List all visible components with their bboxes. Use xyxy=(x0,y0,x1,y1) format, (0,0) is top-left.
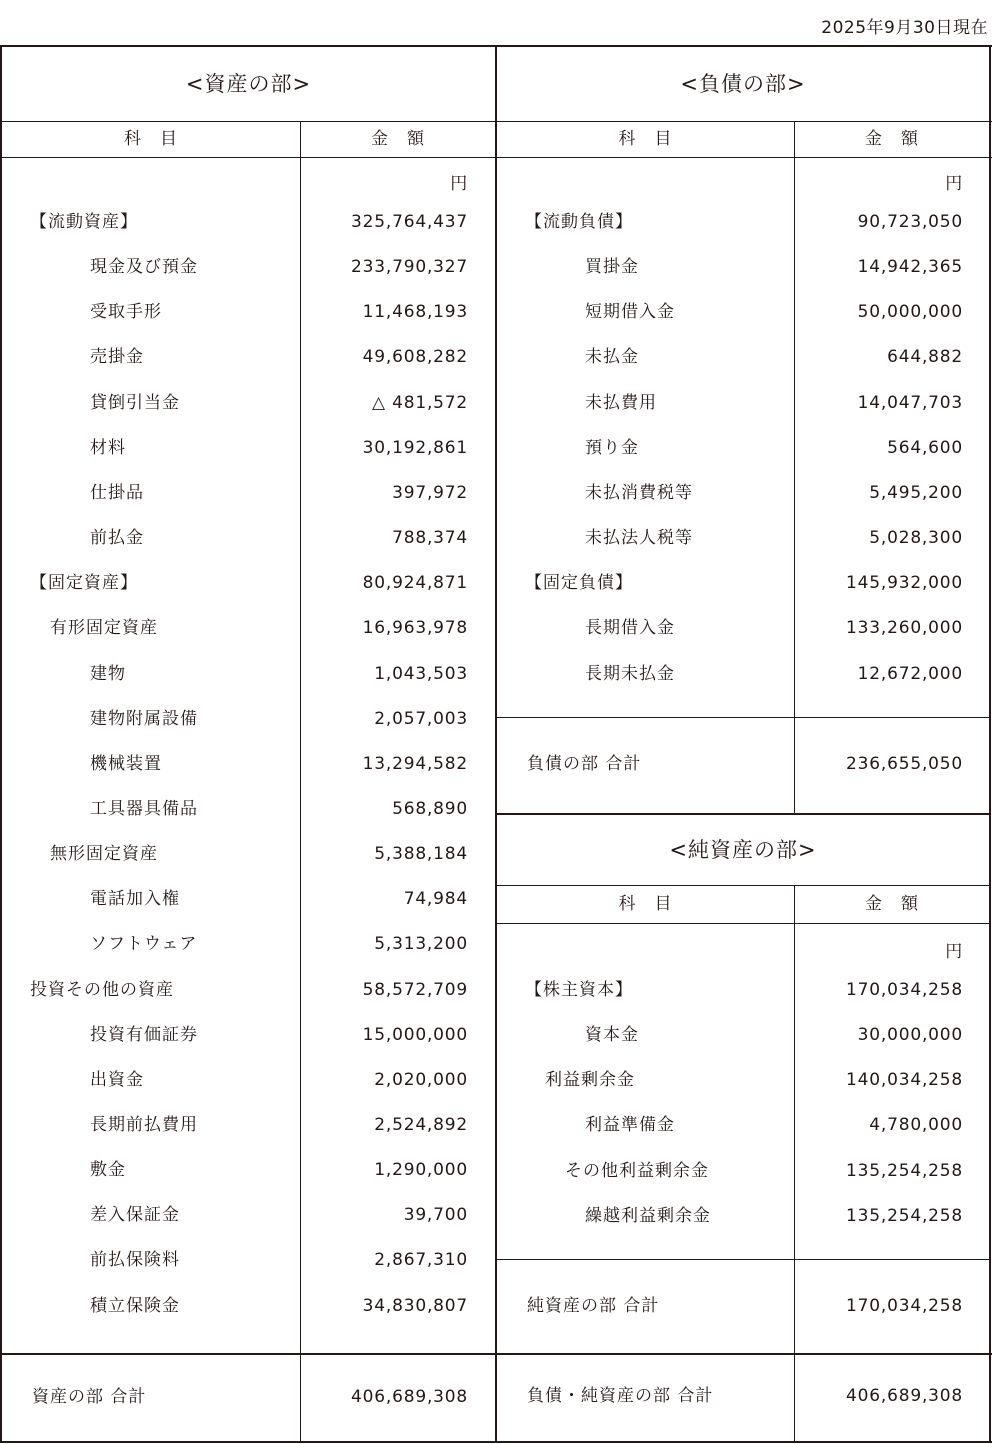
row-label: 建物附属設備 xyxy=(90,708,198,729)
row-label: 未払法人税等 xyxy=(585,528,693,549)
row-label: 【固定負債】 xyxy=(525,573,633,594)
row-label: 【株主資本】 xyxy=(525,980,633,1000)
row-amount: 14,942,365 xyxy=(857,257,963,278)
liabilities-total-label: 負債の部 合計 xyxy=(527,754,642,774)
grand-total-top-rule xyxy=(0,1353,992,1355)
row-label: 現金及び預金 xyxy=(90,257,198,278)
row-amount: 140,034,258 xyxy=(846,1070,963,1091)
border-right xyxy=(989,45,991,1443)
row-label: 買掛金 xyxy=(585,257,639,278)
row-label: 工具器具備品 xyxy=(90,798,198,819)
net-amount-header: 金 額 xyxy=(865,894,919,914)
row-amount: 2,020,000 xyxy=(374,1069,468,1090)
assets-total-label: 資産の部 合計 xyxy=(32,1387,147,1407)
row-label: 【流動負債】 xyxy=(525,212,633,232)
net-amount-column-divider xyxy=(794,885,795,1441)
assets-total-amount: 406,689,308 xyxy=(351,1387,468,1407)
liab-net-total-label: 負債・純資産の部 合計 xyxy=(527,1386,714,1406)
row-label: 資本金 xyxy=(585,1025,639,1046)
row-amount: 4,780,000 xyxy=(869,1115,963,1136)
row-label: その他利益剰余金 xyxy=(565,1160,709,1181)
row-amount: 30,000,000 xyxy=(857,1025,963,1046)
row-label: 投資その他の資産 xyxy=(30,979,174,1000)
row-label: 出資金 xyxy=(90,1069,144,1090)
row-label: 長期借入金 xyxy=(585,618,675,639)
row-label: 利益剰余金 xyxy=(545,1070,635,1091)
row-amount: 135,254,258 xyxy=(846,1205,963,1226)
row-amount: 2,057,003 xyxy=(374,708,468,729)
row-amount: 170,034,258 xyxy=(846,980,963,1000)
row-amount: 5,313,200 xyxy=(374,934,468,955)
row-amount: 15,000,000 xyxy=(362,1024,468,1045)
row-amount: 80,924,871 xyxy=(362,573,468,594)
row-amount: 564,600 xyxy=(887,437,963,458)
row-amount: 39,700 xyxy=(403,1205,468,1226)
assets-amount-header: 金 額 xyxy=(371,129,425,149)
net-column-header-rule xyxy=(496,923,991,924)
row-label: 建物 xyxy=(90,663,126,684)
section-header-rule xyxy=(0,121,992,122)
row-label: 未払費用 xyxy=(585,392,657,413)
row-label: 繰越利益剰余金 xyxy=(585,1205,711,1226)
net-subject-header: 科 目 xyxy=(618,894,673,914)
row-amount: 135,254,258 xyxy=(846,1160,963,1181)
liabilities-total-amount: 236,655,050 xyxy=(846,754,963,774)
center-divider xyxy=(495,45,497,1443)
row-amount: 145,932,000 xyxy=(846,573,963,594)
row-label: 【固定資産】 xyxy=(30,573,138,594)
net-assets-total-label: 純資産の部 合計 xyxy=(527,1296,660,1316)
row-label: 仕掛品 xyxy=(90,482,144,503)
row-amount: 5,028,300 xyxy=(869,528,963,549)
row-amount: 568,890 xyxy=(392,798,468,819)
row-label: 未払消費税等 xyxy=(585,482,693,503)
liab-yen-unit: 円 xyxy=(945,174,963,194)
assets-subject-header: 科 目 xyxy=(124,129,178,149)
row-label: 【流動資産】 xyxy=(30,212,138,232)
liabilities-section-title: <負債の部> xyxy=(680,72,806,96)
row-label: 預り金 xyxy=(585,437,639,458)
row-amount: △ 481,572 xyxy=(372,392,468,413)
row-amount: 1,043,503 xyxy=(374,663,468,684)
row-amount: 644,882 xyxy=(887,347,963,368)
liab-amount-column-divider xyxy=(794,121,795,814)
assets-amount-column-divider xyxy=(300,121,301,1441)
row-label: 長期未払金 xyxy=(585,663,675,684)
row-amount: 74,984 xyxy=(403,889,468,910)
row-label: 電話加入権 xyxy=(90,889,180,910)
row-amount: 1,290,000 xyxy=(374,1160,468,1181)
assets-section-title: <資産の部> xyxy=(185,72,312,96)
liab-net-total-amount: 406,689,308 xyxy=(846,1386,963,1406)
row-amount: 58,572,709 xyxy=(362,979,468,1000)
net-yen-unit: 円 xyxy=(945,942,963,962)
row-label: 投資有価証券 xyxy=(90,1024,198,1045)
row-amount: 30,192,861 xyxy=(362,437,468,458)
row-label: 敷金 xyxy=(90,1160,126,1181)
liab-amount-header: 金 額 xyxy=(865,129,919,149)
row-amount: 49,608,282 xyxy=(362,347,468,368)
net-section-header-rule xyxy=(496,885,991,886)
liab-total-bottom-rule xyxy=(496,813,991,815)
liab-total-top-rule xyxy=(496,717,991,718)
net-assets-section-title: <純資産の部> xyxy=(669,838,817,862)
net-total-top-rule xyxy=(496,1259,991,1260)
row-amount: 50,000,000 xyxy=(857,302,963,323)
row-amount: 2,867,310 xyxy=(374,1250,468,1271)
row-amount: 325,764,437 xyxy=(351,212,468,232)
row-label: 有形固定資産 xyxy=(50,618,158,639)
row-label: 無形固定資産 xyxy=(50,844,158,865)
assets-yen-unit: 円 xyxy=(450,174,468,194)
row-amount: 12,672,000 xyxy=(857,663,963,684)
row-label: 貸倒引当金 xyxy=(90,392,180,413)
row-label: 差入保証金 xyxy=(90,1205,180,1226)
row-amount: 5,388,184 xyxy=(374,844,468,865)
row-amount: 16,963,978 xyxy=(362,618,468,639)
row-label: ソフトウェア xyxy=(90,934,198,955)
row-label: 利益準備金 xyxy=(585,1115,675,1136)
row-amount: 2,524,892 xyxy=(374,1115,468,1135)
row-amount: 34,830,807 xyxy=(362,1295,468,1316)
row-label: 前払金 xyxy=(90,528,144,549)
row-label: 長期前払費用 xyxy=(90,1115,198,1135)
liab-subject-header: 科 目 xyxy=(618,129,673,149)
row-label: 積立保険金 xyxy=(90,1295,180,1316)
row-label: 機械装置 xyxy=(90,753,162,774)
row-amount: 13,294,582 xyxy=(362,753,468,774)
row-amount: 90,723,050 xyxy=(857,212,963,232)
row-label: 前払保険料 xyxy=(90,1250,180,1271)
row-amount: 397,972 xyxy=(392,482,468,503)
row-label: 短期借入金 xyxy=(585,302,675,323)
date-label: 2025年9月30日現在 xyxy=(821,18,988,38)
net-assets-total-amount: 170,034,258 xyxy=(846,1296,963,1316)
row-label: 材料 xyxy=(90,437,126,458)
row-label: 未払金 xyxy=(585,347,639,368)
border-left xyxy=(0,45,2,1443)
row-amount: 14,047,703 xyxy=(857,392,963,413)
row-amount: 11,468,193 xyxy=(362,302,468,323)
row-amount: 5,495,200 xyxy=(869,482,963,503)
column-header-rule xyxy=(0,157,992,158)
row-label: 受取手形 xyxy=(90,302,162,323)
row-amount: 133,260,000 xyxy=(846,618,963,639)
row-amount: 233,790,327 xyxy=(351,257,468,278)
row-amount: 788,374 xyxy=(392,528,468,549)
row-label: 売掛金 xyxy=(90,347,144,368)
